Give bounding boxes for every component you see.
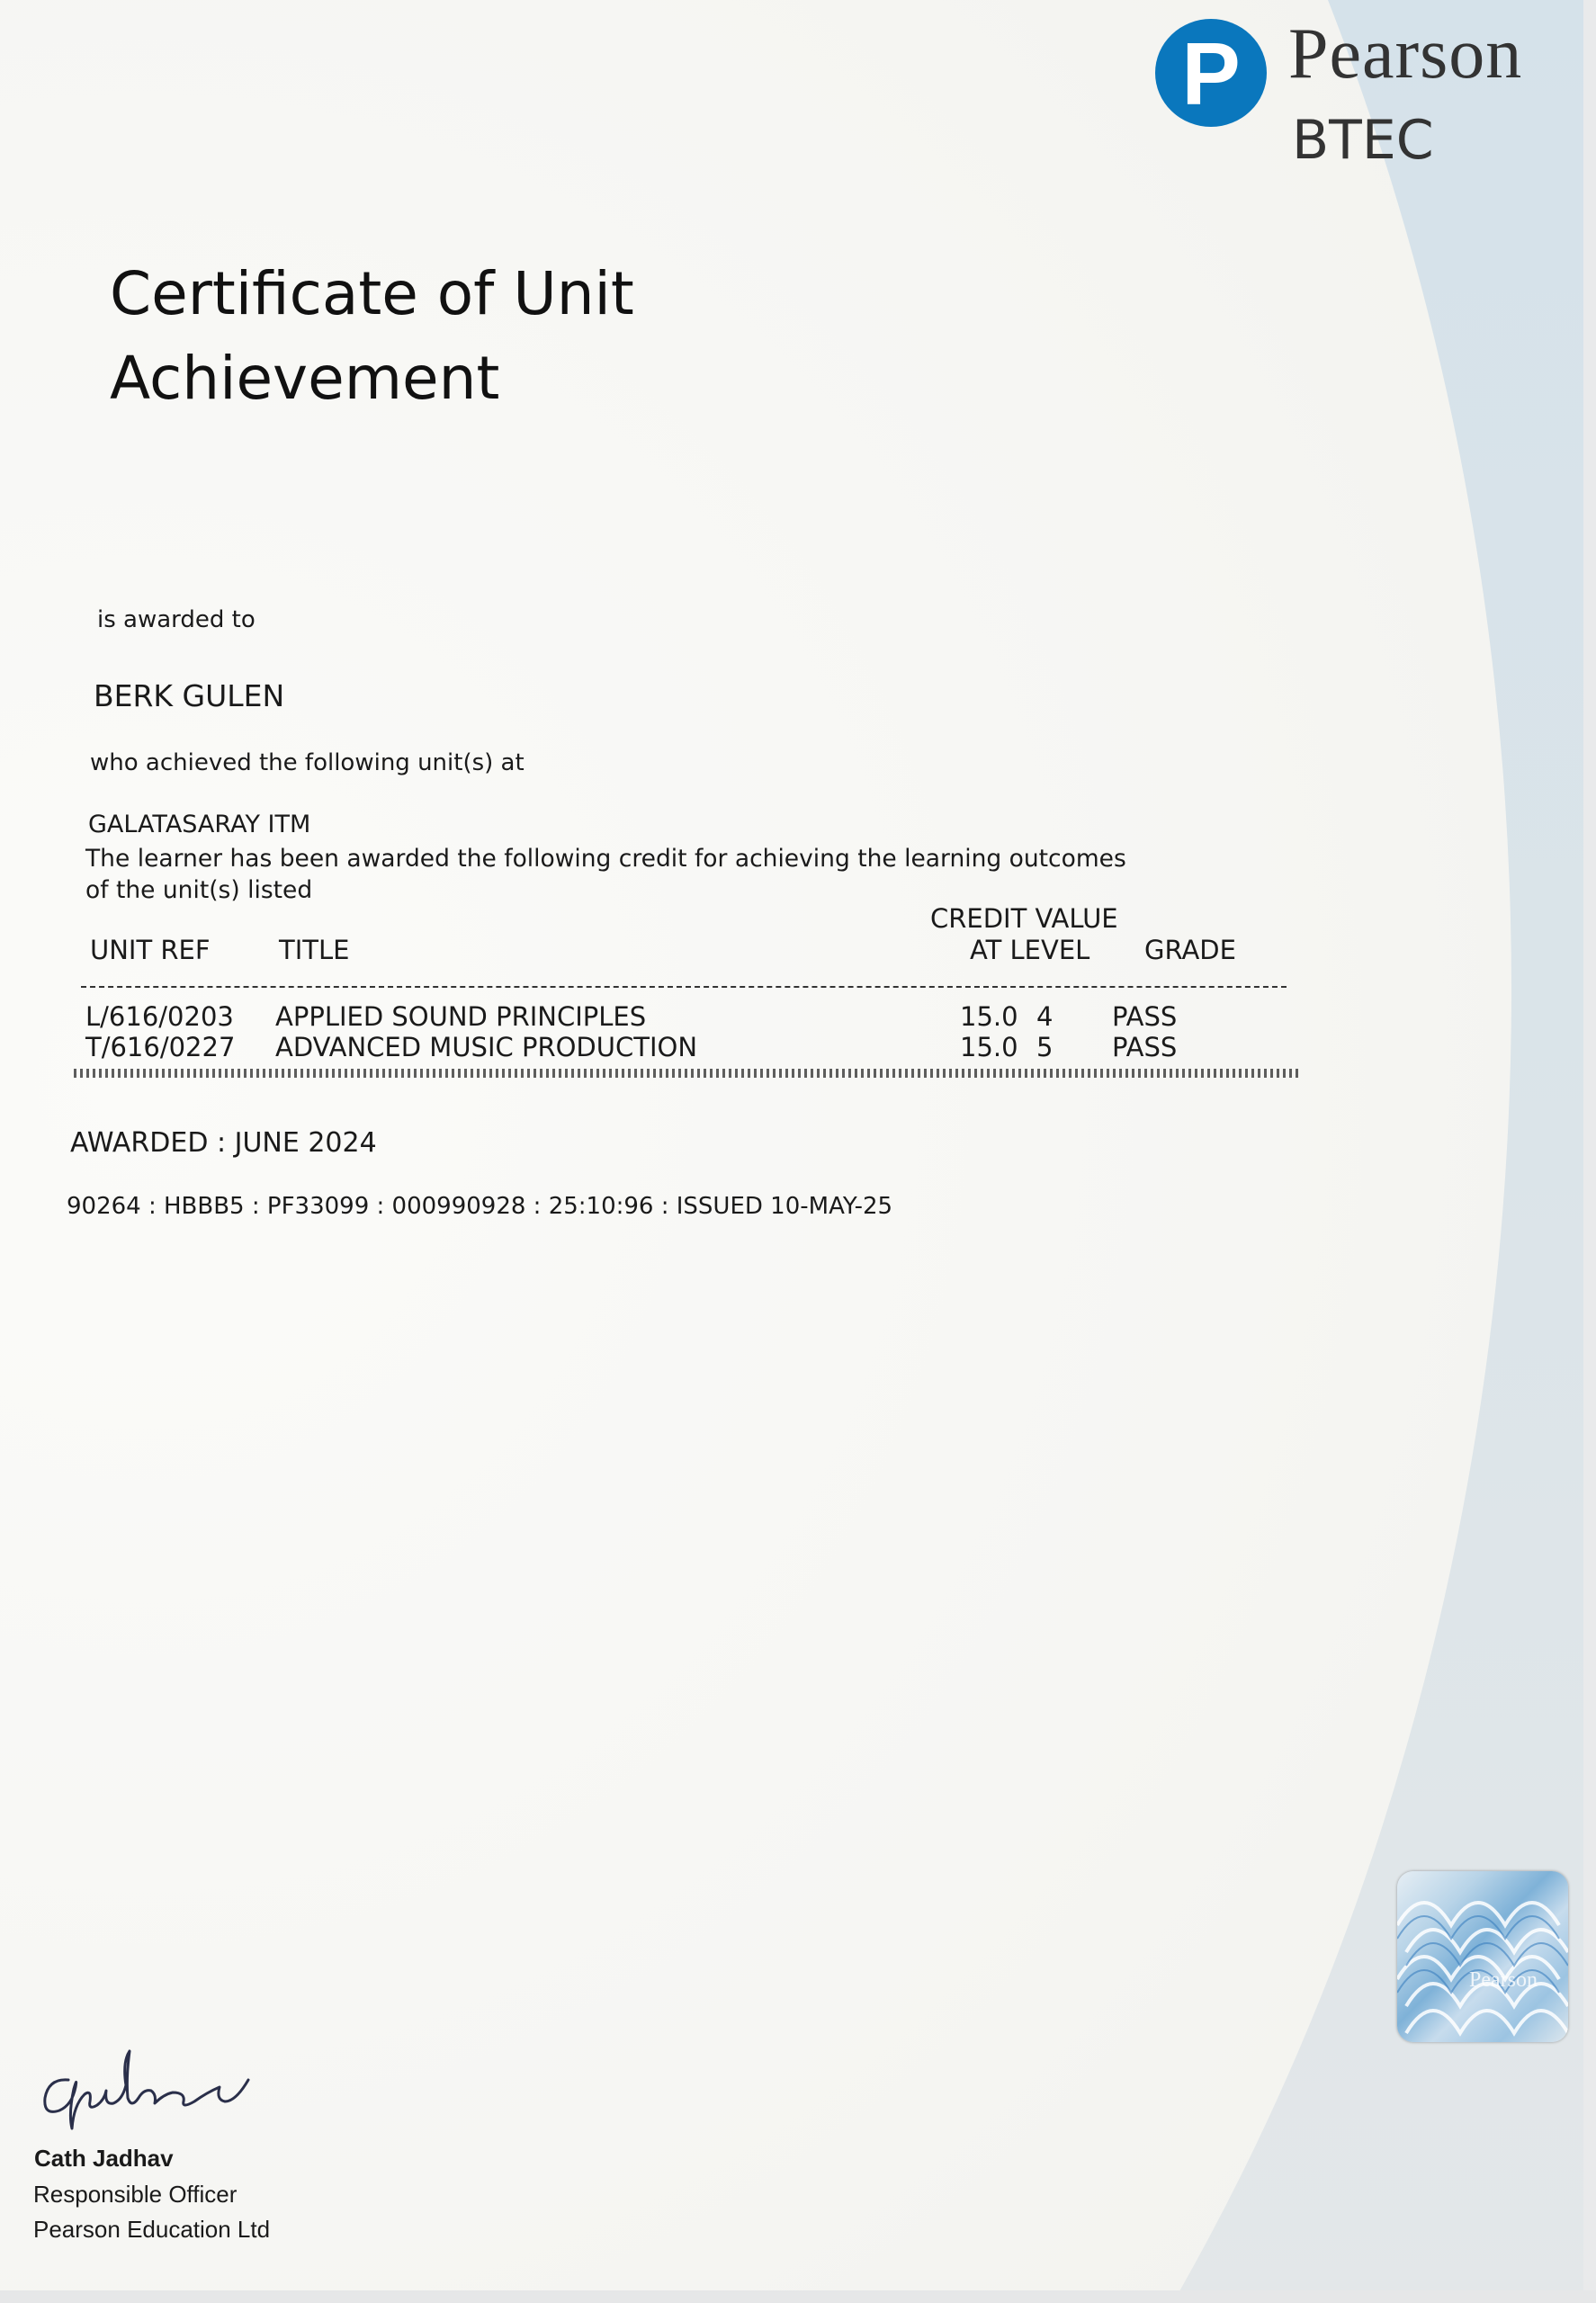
table-asterisk-rule [74, 1069, 1299, 1078]
row-2-level: 5 [1036, 1032, 1054, 1062]
signature-icon [32, 2042, 302, 2132]
signatory-role: Responsible Officer [33, 2181, 238, 2208]
awarded-date: AWARDED : JUNE 2024 [70, 1127, 377, 1159]
header-grade: GRADE [1144, 935, 1236, 965]
row-1-credit: 15.0 [960, 1001, 1018, 1032]
row-2-unit-ref: T/616/0227 [85, 1032, 236, 1062]
title-line-2: Achievement [110, 344, 500, 413]
credit-statement-line-2: of the unit(s) listed [85, 876, 313, 904]
page-edge-right [1583, 0, 1596, 2303]
row-1-title: APPLIED SOUND PRINCIPLES [275, 1001, 647, 1032]
recipient-name: BERK GULEN [94, 678, 285, 713]
pearson-logo-icon [1153, 18, 1269, 128]
row-2-credit: 15.0 [960, 1032, 1018, 1062]
header-unit-ref: UNIT REF [90, 935, 211, 965]
page-edge-bottom [0, 2290, 1596, 2303]
brand-wordmark: Pearson [1288, 14, 1523, 94]
signatory-name: Cath Jadhav [34, 2145, 174, 2172]
certificate-title [110, 252, 634, 421]
header-at-level: AT LEVEL [970, 935, 1090, 965]
certificate-reference-line: 90264 : HBBB5 : PF33099 : 000990928 : 25:10:96 : ISSUED 10-MAY-25 [67, 1193, 893, 1220]
row-1-grade: PASS [1112, 1001, 1178, 1032]
table-dashed-rule [81, 986, 1287, 988]
row-1-unit-ref: L/616/0203 [85, 1001, 234, 1032]
credit-statement-line-1: The learner has been awarded the following credit for achieving the learning outcomes [85, 845, 1126, 873]
header-title: TITLE [279, 935, 350, 965]
awarded-to-label: is awarded to [97, 606, 256, 633]
hologram-pattern [1397, 1871, 1568, 2042]
security-hologram-icon [1397, 1871, 1568, 2042]
row-2-title: ADVANCED MUSIC PRODUCTION [275, 1032, 698, 1062]
header-credit-value: CREDIT VALUE [930, 903, 1118, 934]
achieved-label: who achieved the following unit(s) at [90, 749, 525, 776]
logo-mark-letter: P [1181, 24, 1241, 123]
centre-name: GALATASARAY ITM [88, 811, 311, 838]
row-1-level: 4 [1036, 1001, 1054, 1032]
credit-statement [85, 843, 1165, 906]
title-line-1: Certificate of Unit [110, 259, 634, 328]
row-2-grade: PASS [1112, 1032, 1178, 1062]
brand-sub-name: BTEC [1292, 109, 1434, 172]
hologram-text: Pearson [1469, 1968, 1538, 1992]
signatory-organisation: Pearson Education Ltd [33, 2216, 271, 2243]
